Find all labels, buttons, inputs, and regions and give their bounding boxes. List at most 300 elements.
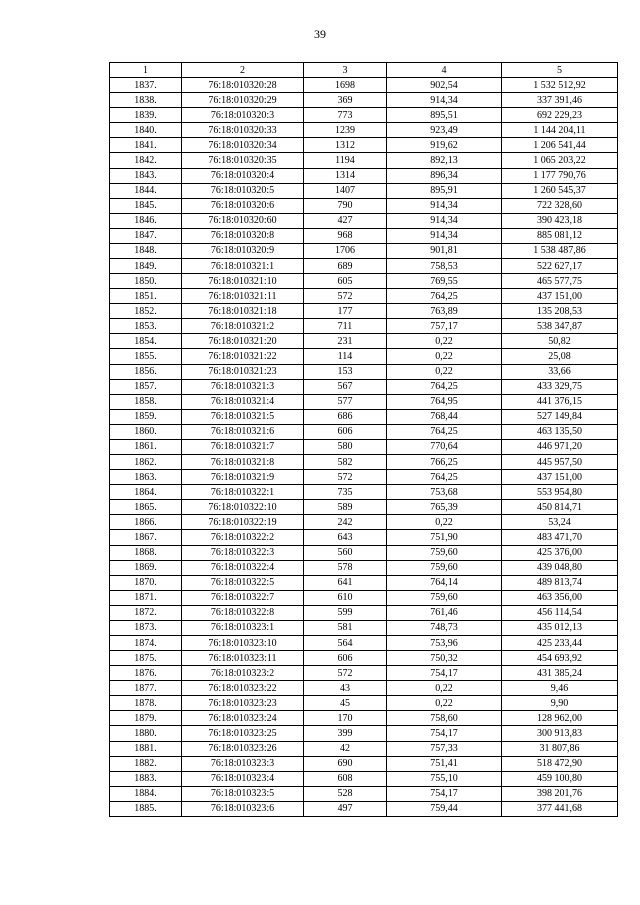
- cadastral-number-cell: 76:18:010323:22: [182, 681, 304, 696]
- area-cell: 735: [304, 485, 387, 500]
- table-row: [110, 409, 618, 424]
- rate-cell: 923,49: [387, 123, 502, 138]
- area-cell: 1314: [304, 168, 387, 183]
- area-cell: 605: [304, 274, 387, 289]
- rate-cell: 764,95: [387, 394, 502, 409]
- row-number-cell: 1846.: [110, 213, 182, 228]
- row-number-cell: 1884.: [110, 786, 182, 801]
- area-cell: 599: [304, 605, 387, 620]
- table-row: [110, 424, 618, 439]
- rate-cell: 919,62: [387, 138, 502, 153]
- table-row: [110, 379, 618, 394]
- area-cell: 1698: [304, 78, 387, 93]
- table-row: [110, 801, 618, 816]
- cadastral-number-cell: 76:18:010320:35: [182, 153, 304, 168]
- value-cell: 692 229,23: [502, 108, 618, 123]
- cadastral-number-cell: 76:18:010323:6: [182, 801, 304, 816]
- value-cell: 553 954,80: [502, 485, 618, 500]
- value-cell: 465 577,75: [502, 274, 618, 289]
- rate-cell: 751,90: [387, 530, 502, 545]
- rate-cell: 764,25: [387, 289, 502, 304]
- row-number-cell: 1867.: [110, 530, 182, 545]
- row-number-cell: 1837.: [110, 78, 182, 93]
- header-cell: 1: [110, 63, 182, 78]
- row-number-cell: 1863.: [110, 470, 182, 485]
- table-row: [110, 771, 618, 786]
- cadastral-number-cell: 76:18:010320:3: [182, 108, 304, 123]
- rate-cell: 895,51: [387, 108, 502, 123]
- area-cell: 610: [304, 590, 387, 605]
- area-cell: 560: [304, 545, 387, 560]
- table-row: [110, 274, 618, 289]
- table-row: [110, 243, 618, 258]
- rate-cell: 914,34: [387, 213, 502, 228]
- cadastral-number-cell: 76:18:010320:5: [182, 183, 304, 198]
- row-number-cell: 1870.: [110, 575, 182, 590]
- value-cell: 456 114,54: [502, 605, 618, 620]
- cadastral-number-cell: 76:18:010320:28: [182, 78, 304, 93]
- cadastral-number-cell: 76:18:010322:5: [182, 575, 304, 590]
- cadastral-number-cell: 76:18:010321:18: [182, 304, 304, 319]
- area-cell: 582: [304, 455, 387, 470]
- cadastral-number-cell: 76:18:010320:8: [182, 228, 304, 243]
- table-row: [110, 515, 618, 530]
- area-cell: 528: [304, 786, 387, 801]
- rate-cell: 914,34: [387, 93, 502, 108]
- cadastral-number-cell: 76:18:010321:10: [182, 274, 304, 289]
- value-cell: 33,66: [502, 364, 618, 379]
- cadastral-number-cell: 76:18:010323:23: [182, 696, 304, 711]
- row-number-cell: 1885.: [110, 801, 182, 816]
- area-cell: 690: [304, 756, 387, 771]
- cadastral-number-cell: 76:18:010323:4: [182, 771, 304, 786]
- row-number-cell: 1842.: [110, 153, 182, 168]
- table-row: [110, 304, 618, 319]
- row-number-cell: 1869.: [110, 560, 182, 575]
- rate-cell: 765,39: [387, 500, 502, 515]
- table-row: [110, 485, 618, 500]
- row-number-cell: 1865.: [110, 500, 182, 515]
- cadastral-number-cell: 76:18:010323:11: [182, 651, 304, 666]
- row-number-cell: 1874.: [110, 635, 182, 650]
- row-number-cell: 1876.: [110, 666, 182, 681]
- data-table: [109, 62, 618, 817]
- table-row: [110, 651, 618, 666]
- table-row: [110, 756, 618, 771]
- value-cell: 527 149,84: [502, 409, 618, 424]
- value-cell: 463 356,00: [502, 590, 618, 605]
- rate-cell: 902,54: [387, 78, 502, 93]
- table-row: [110, 228, 618, 243]
- row-number-cell: 1860.: [110, 424, 182, 439]
- table-row: [110, 123, 618, 138]
- cadastral-number-cell: 76:18:010320:34: [182, 138, 304, 153]
- area-cell: 42: [304, 741, 387, 756]
- rate-cell: 764,25: [387, 379, 502, 394]
- table-row: [110, 168, 618, 183]
- value-cell: 425 376,00: [502, 545, 618, 560]
- value-cell: 431 385,24: [502, 666, 618, 681]
- rate-cell: 757,33: [387, 741, 502, 756]
- rate-cell: 750,32: [387, 651, 502, 666]
- value-cell: 135 208,53: [502, 304, 618, 319]
- cadastral-number-cell: 76:18:010322:4: [182, 560, 304, 575]
- area-cell: 1239: [304, 123, 387, 138]
- area-cell: 114: [304, 349, 387, 364]
- rate-cell: 0,22: [387, 515, 502, 530]
- value-cell: 445 957,50: [502, 455, 618, 470]
- table-row: [110, 726, 618, 741]
- header-cell: 2: [182, 63, 304, 78]
- area-cell: 589: [304, 500, 387, 515]
- rate-cell: 764,25: [387, 470, 502, 485]
- rate-cell: 896,34: [387, 168, 502, 183]
- area-cell: 170: [304, 711, 387, 726]
- value-cell: 437 151,00: [502, 289, 618, 304]
- rate-cell: 769,55: [387, 274, 502, 289]
- row-number-cell: 1871.: [110, 590, 182, 605]
- row-number-cell: 1877.: [110, 681, 182, 696]
- table-row: [110, 605, 618, 620]
- area-cell: 45: [304, 696, 387, 711]
- rate-cell: 0,22: [387, 334, 502, 349]
- value-cell: 441 376,15: [502, 394, 618, 409]
- cadastral-number-cell: 76:18:010321:9: [182, 470, 304, 485]
- table-row: [110, 108, 618, 123]
- cadastral-number-cell: 76:18:010321:22: [182, 349, 304, 364]
- cadastral-number-cell: 76:18:010320:6: [182, 198, 304, 213]
- area-cell: 564: [304, 635, 387, 650]
- table-row: [110, 289, 618, 304]
- area-cell: 242: [304, 515, 387, 530]
- cadastral-number-cell: 76:18:010323:10: [182, 635, 304, 650]
- row-number-cell: 1872.: [110, 605, 182, 620]
- rate-cell: 758,60: [387, 711, 502, 726]
- value-cell: 390 423,18: [502, 213, 618, 228]
- table-row: [110, 681, 618, 696]
- table-row: [110, 620, 618, 635]
- cadastral-number-cell: 76:18:010321:20: [182, 334, 304, 349]
- value-cell: 1 206 541,44: [502, 138, 618, 153]
- value-cell: 446 971,20: [502, 439, 618, 454]
- area-cell: 1312: [304, 138, 387, 153]
- table-row: [110, 439, 618, 454]
- row-number-cell: 1866.: [110, 515, 182, 530]
- row-number-cell: 1880.: [110, 726, 182, 741]
- rate-cell: 757,17: [387, 319, 502, 334]
- cadastral-number-cell: 76:18:010323:3: [182, 756, 304, 771]
- area-cell: 641: [304, 575, 387, 590]
- cadastral-number-cell: 76:18:010320:60: [182, 213, 304, 228]
- value-cell: 435 012,13: [502, 620, 618, 635]
- value-cell: 518 472,90: [502, 756, 618, 771]
- value-cell: 377 441,68: [502, 801, 618, 816]
- rate-cell: 753,96: [387, 635, 502, 650]
- rate-cell: 763,89: [387, 304, 502, 319]
- cadastral-number-cell: 76:18:010323:2: [182, 666, 304, 681]
- area-cell: 686: [304, 409, 387, 424]
- table-row: [110, 153, 618, 168]
- rate-cell: 755,10: [387, 771, 502, 786]
- value-cell: 885 081,12: [502, 228, 618, 243]
- table-header-row: [110, 63, 618, 78]
- rate-cell: 754,17: [387, 666, 502, 681]
- table-row: [110, 786, 618, 801]
- rate-cell: 766,25: [387, 455, 502, 470]
- value-cell: 463 135,50: [502, 424, 618, 439]
- value-cell: 9,46: [502, 681, 618, 696]
- table-row: [110, 666, 618, 681]
- area-cell: 1194: [304, 153, 387, 168]
- cadastral-number-cell: 76:18:010322:2: [182, 530, 304, 545]
- value-cell: 1 177 790,76: [502, 168, 618, 183]
- table-row: [110, 394, 618, 409]
- row-number-cell: 1841.: [110, 138, 182, 153]
- table-row: [110, 364, 618, 379]
- value-cell: 128 962,00: [502, 711, 618, 726]
- value-cell: 489 813,74: [502, 575, 618, 590]
- table-row: [110, 198, 618, 213]
- row-number-cell: 1879.: [110, 711, 182, 726]
- value-cell: 1 260 545,37: [502, 183, 618, 198]
- rate-cell: 751,41: [387, 756, 502, 771]
- cadastral-number-cell: 76:18:010321:2: [182, 319, 304, 334]
- value-cell: 722 328,60: [502, 198, 618, 213]
- area-cell: 497: [304, 801, 387, 816]
- table-row: [110, 213, 618, 228]
- rate-cell: 0,22: [387, 364, 502, 379]
- value-cell: 9,90: [502, 696, 618, 711]
- cadastral-number-cell: 76:18:010321:8: [182, 455, 304, 470]
- rate-cell: 753,68: [387, 485, 502, 500]
- cadastral-number-cell: 76:18:010320:29: [182, 93, 304, 108]
- row-number-cell: 1878.: [110, 696, 182, 711]
- value-cell: 439 048,80: [502, 560, 618, 575]
- cadastral-number-cell: 76:18:010321:5: [182, 409, 304, 424]
- value-cell: 433 329,75: [502, 379, 618, 394]
- row-number-cell: 1883.: [110, 771, 182, 786]
- cadastral-number-cell: 76:18:010321:3: [182, 379, 304, 394]
- row-number-cell: 1861.: [110, 439, 182, 454]
- row-number-cell: 1856.: [110, 364, 182, 379]
- row-number-cell: 1852.: [110, 304, 182, 319]
- row-number-cell: 1853.: [110, 319, 182, 334]
- cadastral-number-cell: 76:18:010323:24: [182, 711, 304, 726]
- rate-cell: 759,60: [387, 545, 502, 560]
- table-row: [110, 78, 618, 93]
- value-cell: 454 693,92: [502, 651, 618, 666]
- row-number-cell: 1875.: [110, 651, 182, 666]
- cadastral-number-cell: 76:18:010321:4: [182, 394, 304, 409]
- cadastral-number-cell: 76:18:010323:25: [182, 726, 304, 741]
- rate-cell: 0,22: [387, 696, 502, 711]
- row-number-cell: 1839.: [110, 108, 182, 123]
- row-number-cell: 1881.: [110, 741, 182, 756]
- row-number-cell: 1838.: [110, 93, 182, 108]
- page-number: 39: [314, 27, 326, 41]
- row-number-cell: 1848.: [110, 243, 182, 258]
- value-cell: 425 233,44: [502, 635, 618, 650]
- row-number-cell: 1845.: [110, 198, 182, 213]
- rate-cell: 764,25: [387, 424, 502, 439]
- rate-cell: 758,53: [387, 259, 502, 274]
- table-row: [110, 500, 618, 515]
- row-number-cell: 1851.: [110, 289, 182, 304]
- value-cell: 1 144 204,11: [502, 123, 618, 138]
- rate-cell: 901,81: [387, 243, 502, 258]
- row-number-cell: 1854.: [110, 334, 182, 349]
- area-cell: 608: [304, 771, 387, 786]
- table-row: [110, 319, 618, 334]
- rate-cell: 914,34: [387, 228, 502, 243]
- cadastral-number-cell: 76:18:010322:10: [182, 500, 304, 515]
- value-cell: 483 471,70: [502, 530, 618, 545]
- area-cell: 567: [304, 379, 387, 394]
- area-cell: 711: [304, 319, 387, 334]
- row-number-cell: 1873.: [110, 620, 182, 635]
- table-row: [110, 530, 618, 545]
- header-cell: 5: [502, 63, 618, 78]
- cadastral-number-cell: 76:18:010321:7: [182, 439, 304, 454]
- row-number-cell: 1843.: [110, 168, 182, 183]
- table-row: [110, 349, 618, 364]
- area-cell: 773: [304, 108, 387, 123]
- row-number-cell: 1855.: [110, 349, 182, 364]
- value-cell: 398 201,76: [502, 786, 618, 801]
- value-cell: 25,08: [502, 349, 618, 364]
- table-body: [110, 78, 618, 817]
- row-number-cell: 1858.: [110, 394, 182, 409]
- table-row: [110, 183, 618, 198]
- rate-cell: 761,46: [387, 605, 502, 620]
- cadastral-number-cell: 76:18:010320:33: [182, 123, 304, 138]
- rate-cell: 759,44: [387, 801, 502, 816]
- value-cell: 31 807,86: [502, 741, 618, 756]
- area-cell: 689: [304, 259, 387, 274]
- area-cell: 572: [304, 470, 387, 485]
- cadastral-number-cell: 76:18:010323:1: [182, 620, 304, 635]
- value-cell: 522 627,17: [502, 259, 618, 274]
- rate-cell: 759,60: [387, 590, 502, 605]
- row-number-cell: 1847.: [110, 228, 182, 243]
- row-number-cell: 1864.: [110, 485, 182, 500]
- area-cell: 399: [304, 726, 387, 741]
- cadastral-number-cell: 76:18:010322:19: [182, 515, 304, 530]
- area-cell: 1407: [304, 183, 387, 198]
- cadastral-number-cell: 76:18:010321:23: [182, 364, 304, 379]
- row-number-cell: 1850.: [110, 274, 182, 289]
- rate-cell: 895,91: [387, 183, 502, 198]
- rate-cell: 754,17: [387, 726, 502, 741]
- table-row: [110, 635, 618, 650]
- table-row: [110, 560, 618, 575]
- row-number-cell: 1840.: [110, 123, 182, 138]
- cadastral-number-cell: 76:18:010321:11: [182, 289, 304, 304]
- table-row: [110, 711, 618, 726]
- area-cell: 43: [304, 681, 387, 696]
- rate-cell: 759,60: [387, 560, 502, 575]
- value-cell: 437 151,00: [502, 470, 618, 485]
- table-row: [110, 259, 618, 274]
- area-cell: 606: [304, 424, 387, 439]
- area-cell: 572: [304, 666, 387, 681]
- cadastral-number-cell: 76:18:010321:6: [182, 424, 304, 439]
- table-row: [110, 455, 618, 470]
- table-row: [110, 93, 618, 108]
- area-cell: 231: [304, 334, 387, 349]
- header-cell: 4: [387, 63, 502, 78]
- value-cell: 1 532 512,92: [502, 78, 618, 93]
- value-cell: 50,82: [502, 334, 618, 349]
- area-cell: 581: [304, 620, 387, 635]
- value-cell: 450 814,71: [502, 500, 618, 515]
- table-row: [110, 470, 618, 485]
- table-row: [110, 545, 618, 560]
- area-cell: 153: [304, 364, 387, 379]
- rate-cell: 0,22: [387, 349, 502, 364]
- table-row: [110, 575, 618, 590]
- value-cell: 1 065 203,22: [502, 153, 618, 168]
- area-cell: 1706: [304, 243, 387, 258]
- rate-cell: 768,44: [387, 409, 502, 424]
- table-row: [110, 138, 618, 153]
- cadastral-number-cell: 76:18:010322:7: [182, 590, 304, 605]
- area-cell: 572: [304, 289, 387, 304]
- rate-cell: 770,64: [387, 439, 502, 454]
- area-cell: 177: [304, 304, 387, 319]
- value-cell: 1 538 487,86: [502, 243, 618, 258]
- table-row: [110, 334, 618, 349]
- row-number-cell: 1849.: [110, 259, 182, 274]
- cadastral-number-cell: 76:18:010323:5: [182, 786, 304, 801]
- rate-cell: 0,22: [387, 681, 502, 696]
- cadastral-number-cell: 76:18:010320:4: [182, 168, 304, 183]
- value-cell: 459 100,80: [502, 771, 618, 786]
- row-number-cell: 1862.: [110, 455, 182, 470]
- cadastral-number-cell: 76:18:010323:26: [182, 741, 304, 756]
- cadastral-number-cell: 76:18:010322:3: [182, 545, 304, 560]
- cadastral-number-cell: 76:18:010322:8: [182, 605, 304, 620]
- value-cell: 538 347,87: [502, 319, 618, 334]
- rate-cell: 892,13: [387, 153, 502, 168]
- area-cell: 578: [304, 560, 387, 575]
- cadastral-number-cell: 76:18:010322:1: [182, 485, 304, 500]
- row-number-cell: 1882.: [110, 756, 182, 771]
- header-cell: 3: [304, 63, 387, 78]
- row-number-cell: 1844.: [110, 183, 182, 198]
- area-cell: 369: [304, 93, 387, 108]
- area-cell: 577: [304, 394, 387, 409]
- rate-cell: 914,34: [387, 198, 502, 213]
- rate-cell: 748,73: [387, 620, 502, 635]
- area-cell: 790: [304, 198, 387, 213]
- area-cell: 968: [304, 228, 387, 243]
- area-cell: 580: [304, 439, 387, 454]
- cadastral-number-cell: 76:18:010320:9: [182, 243, 304, 258]
- row-number-cell: 1868.: [110, 545, 182, 560]
- area-cell: 427: [304, 213, 387, 228]
- table-row: [110, 590, 618, 605]
- row-number-cell: 1859.: [110, 409, 182, 424]
- value-cell: 337 391,46: [502, 93, 618, 108]
- value-cell: 300 913,83: [502, 726, 618, 741]
- table-row: [110, 741, 618, 756]
- table-row: [110, 696, 618, 711]
- area-cell: 606: [304, 651, 387, 666]
- area-cell: 643: [304, 530, 387, 545]
- rate-cell: 764,14: [387, 575, 502, 590]
- row-number-cell: 1857.: [110, 379, 182, 394]
